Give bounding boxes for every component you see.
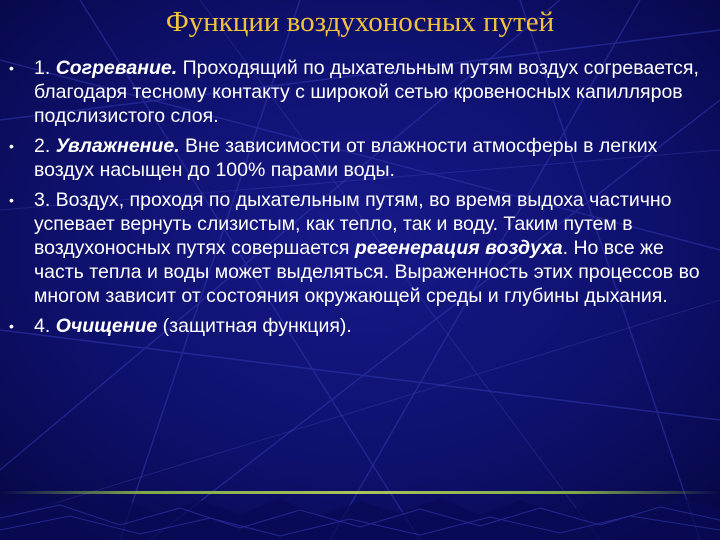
bullet-text-part: Проходящий по дыхательным путям воздух согревается, благодаря тесному контакту с широкой сетью кровеносных капилляров подслизистого слоя. [34, 57, 699, 127]
bullet-text-part: 1. [34, 57, 56, 79]
bullet-term: Очищение [55, 315, 158, 337]
bullet-item-humidification [9, 134, 715, 182]
bullet-dot-icon: • [9, 318, 14, 334]
bullet-text-part: Вне зависимости от влажности атмосферы в легких воздух насыщен до 100% парами воды. [34, 135, 658, 181]
bullet-term: Согревание. [55, 57, 178, 79]
bullet-dot-icon: • [9, 138, 14, 154]
bullet-item-regeneration [9, 188, 715, 308]
bullet-text-part: . Но все же часть тепла и воды может выделяться. Выраженность этих процессов во многом зависит от состояния окружающей среды и глубины дыхания. [34, 237, 700, 307]
accent-divider-line [0, 491, 720, 494]
bullet-item-cleaning [9, 314, 715, 338]
slide-title: Функции воздухоносных путей [165, 6, 555, 38]
bullet-dot-icon: • [9, 60, 14, 76]
bullet-text-part: 3. Воздух, проходя по дыхательным путям, во время выдоха частично успевает вернуть слизистым, как тепло, так и воду. Таким путем в воздухоносных путях совершается [34, 189, 672, 259]
bullet-term: регенерация воздуха [354, 237, 563, 259]
bullet-text-part: (защитная функция). [157, 315, 352, 337]
bullet-text [34, 188, 715, 308]
bullet-dot-icon: • [9, 192, 14, 208]
bullet-text [34, 314, 715, 338]
bullet-text [34, 134, 715, 182]
bullet-text-part: 2. [34, 135, 56, 157]
bullet-text-part: 4. [34, 315, 56, 337]
bullet-text [34, 56, 715, 128]
bullet-term: Увлажнение. [55, 135, 180, 157]
bullet-item-warming [9, 56, 715, 128]
bullet-list [9, 56, 715, 344]
